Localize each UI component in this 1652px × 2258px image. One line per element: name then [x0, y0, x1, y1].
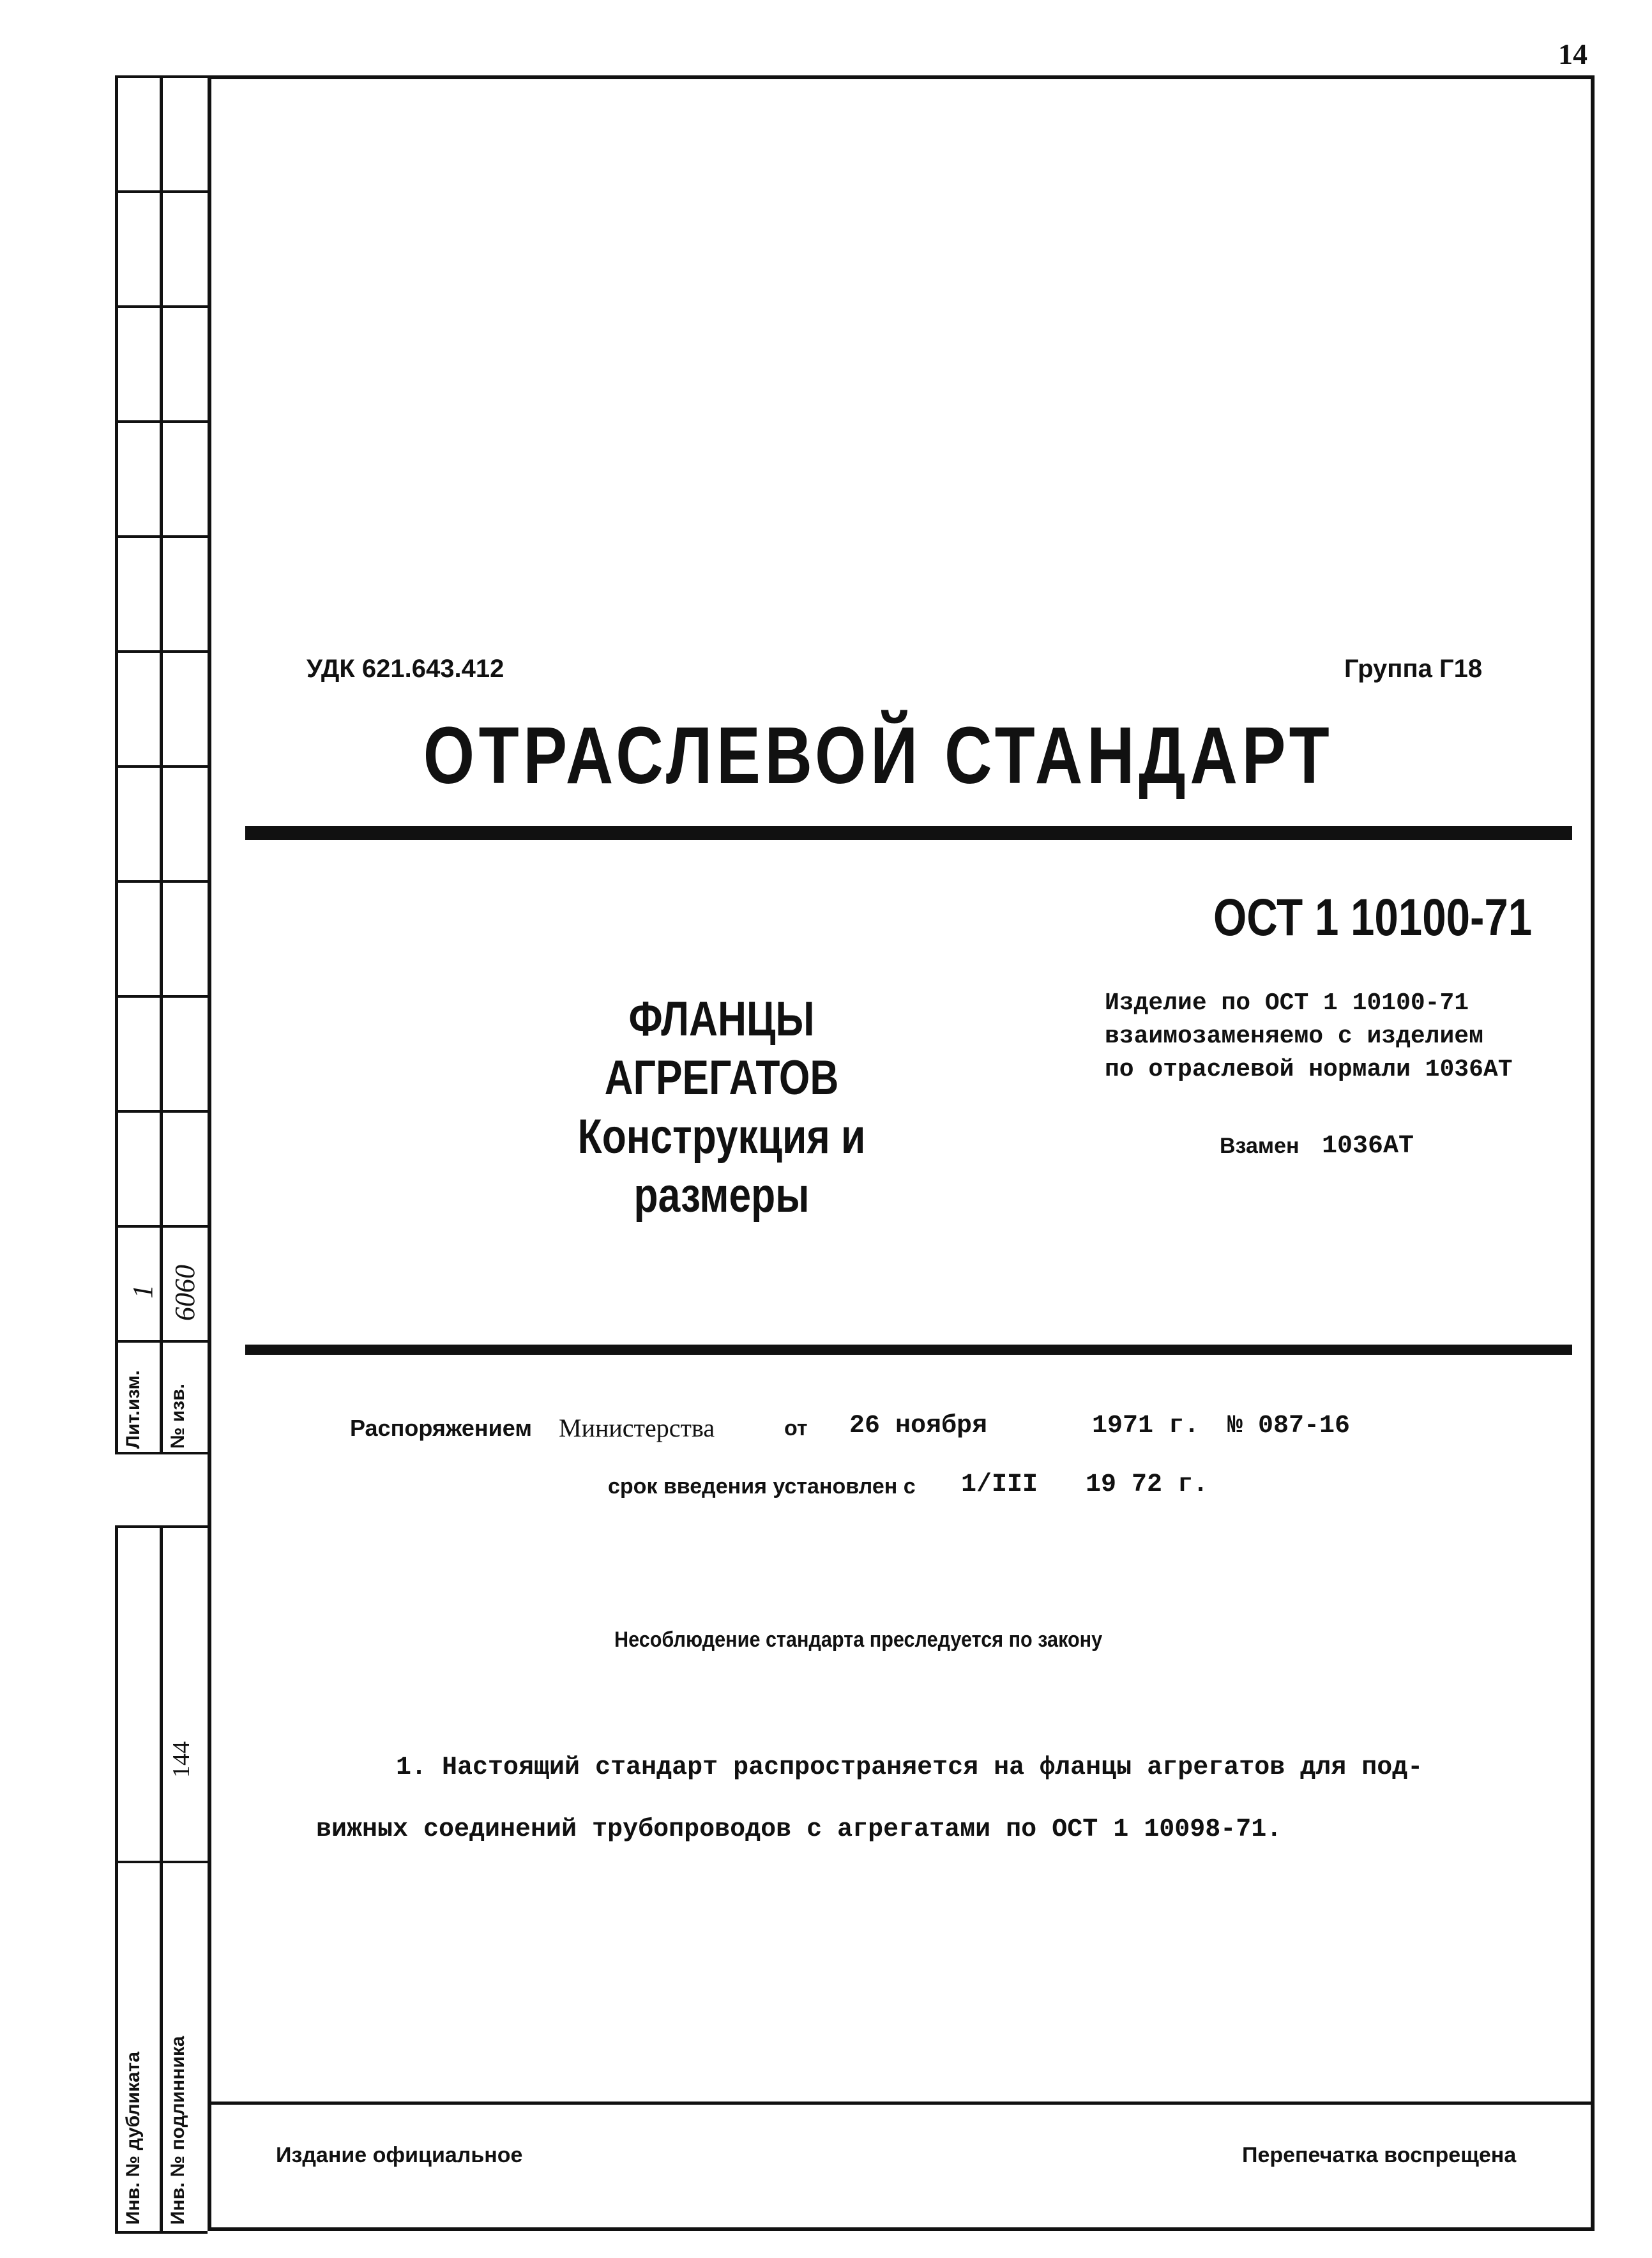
subject-block [533, 990, 910, 1225]
inv-podl-label: Инв. № подлинника [167, 2036, 188, 2225]
document-title: ОТРАСЛЕВОЙ СТАНДАРТ [423, 710, 1334, 800]
order-from: от [784, 1416, 808, 1440]
subject-title: ФЛАНЦЫ АГРЕГАТОВ [604, 992, 839, 1105]
effective-term-label: срок введения установлен с [608, 1474, 916, 1499]
footer-official-edition: Издание официальное [276, 2143, 523, 2167]
replaces-value: 1036АТ [1322, 1132, 1414, 1161]
replaces-label: Взамен [1220, 1134, 1300, 1158]
inv-dubl-label: Инв. № дубликата [123, 2051, 144, 2225]
group-code: Группа Г18 [1344, 655, 1483, 683]
inv-podl-value: 144 [168, 1741, 195, 1778]
order-year: 1971 г. [1092, 1412, 1200, 1440]
interchangeability-note [1105, 987, 1513, 1087]
udk-code: УДК 621.643.412 [307, 655, 504, 683]
legal-notice: Несоблюдение стандарта преследуется по закону [614, 1628, 1103, 1652]
no-izv-label: № изв. [167, 1384, 188, 1449]
order-date: 26 ноября [849, 1412, 988, 1440]
page-number: 14 [1558, 38, 1588, 70]
margin-strip [115, 75, 208, 2231]
title-rule [245, 826, 1572, 840]
interchangeability-line-2: взаимозаменяемо с изделием [1105, 1023, 1483, 1050]
lit-izm-label: Лит.изм. [123, 1369, 144, 1449]
footer-reprint-prohibited: Перепечатка воспрещена [1242, 2143, 1517, 2167]
footer-divider [211, 2102, 1591, 2105]
subject-subtitle: Конструкция и размеры [577, 1110, 866, 1223]
lit-izm-value: 1 [127, 1285, 158, 1299]
order-number: № 087-16 [1227, 1412, 1351, 1440]
standard-code: ОСТ 1 10100-71 [1213, 889, 1533, 947]
interchangeability-line-3: по отраслевой нормали 1036АТ [1105, 1056, 1513, 1083]
order-label: Распоряжением [350, 1415, 532, 1441]
paragraph-1-line-2: вижных соединений трубопроводов с агрегатами по ОСТ 1 10098-71. [316, 1815, 1282, 1844]
no-izv-value: 6060 [169, 1265, 201, 1321]
effective-year: 19 72 г. [1086, 1470, 1209, 1499]
effective-date: 1/III [961, 1470, 1038, 1499]
interchangeability-line-1: Изделие по ОСТ 1 10100-71 [1105, 989, 1469, 1017]
section-rule [245, 1345, 1572, 1355]
order-ministry: Министерства [559, 1414, 715, 1442]
paragraph-1-line-1: 1. Настоящий стандарт распространяется на фланцы агрегатов для под- [396, 1753, 1423, 1782]
